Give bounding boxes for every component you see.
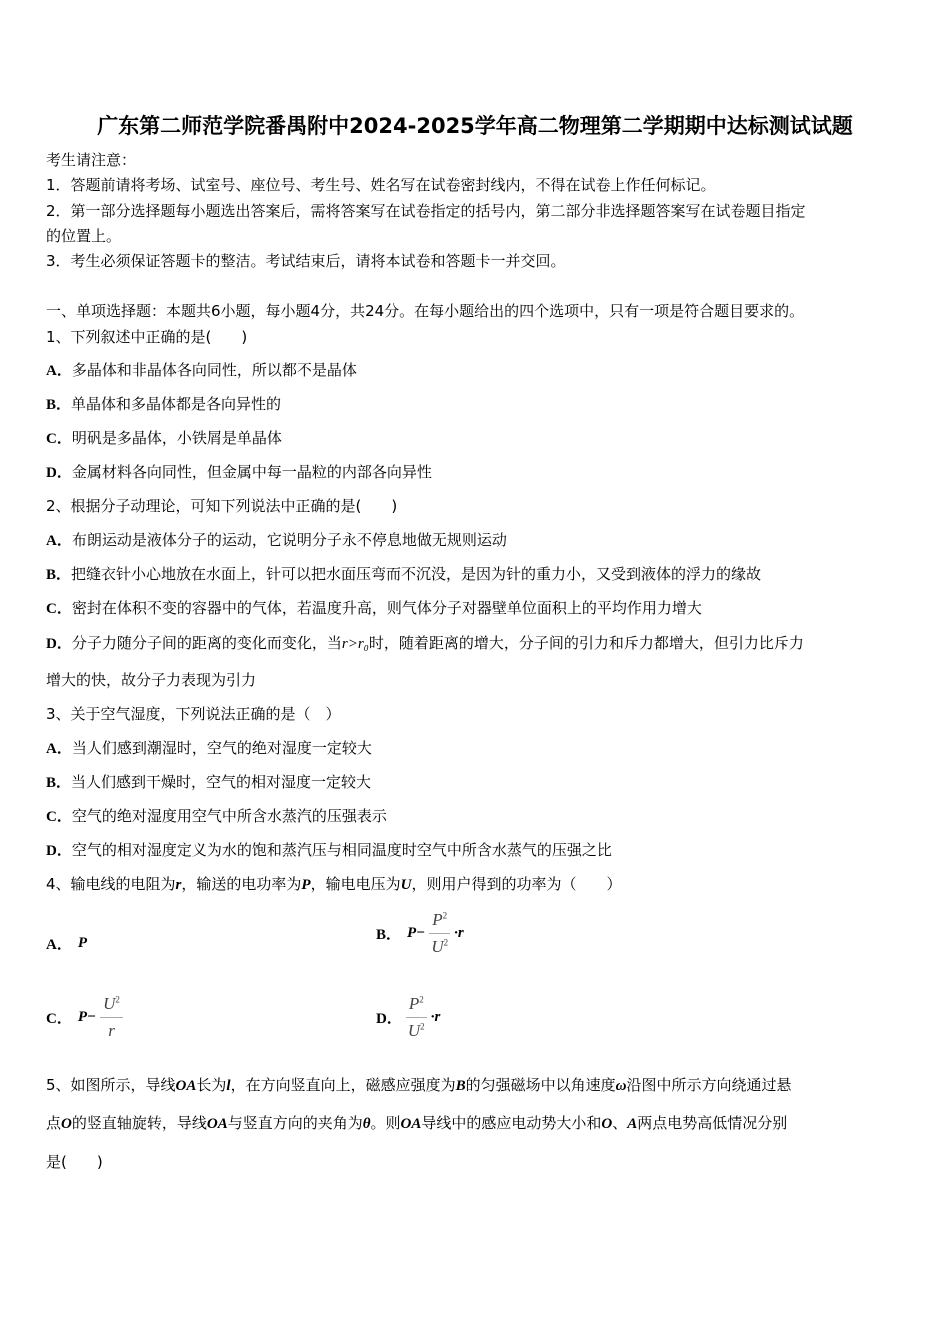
option-key: C．	[46, 1011, 72, 1027]
stem-text: 沿图中所示方向绕通过悬	[626, 1076, 792, 1094]
stem-text: 点	[46, 1114, 62, 1132]
math-var: r>r₀	[341, 636, 369, 652]
q2-option-d-cont: 增大的快，故分子力表现为引力	[46, 671, 257, 689]
question-5-line	[46, 1075, 792, 1096]
stem-text: 两点电势高低情况分别	[637, 1114, 788, 1132]
option-key: A．	[46, 363, 72, 379]
q1-option-a	[46, 360, 357, 381]
option-key: B．	[46, 567, 72, 583]
q3-option-b	[46, 772, 371, 793]
stem-text: ，输电电压为	[310, 875, 401, 893]
math-var: θ	[362, 1116, 371, 1132]
notice-item: 2．第一部分选择题每小题选出答案后，需将答案写在试卷指定的括号内，第二部分非选择题答案写在试卷题目指定	[46, 202, 806, 220]
fraction: $\frac{P^2}{U^2}$	[429, 910, 450, 957]
option-key: D．	[46, 465, 72, 481]
option-text: 密封在体积不变的容器中的气体，若温度升高，则气体分子对器壁单位面积上的平均作用力增大	[71, 599, 702, 617]
stem-text: 导线中的感应电动势大小和	[421, 1114, 602, 1132]
q2-option-d	[46, 633, 804, 654]
option-text: 多晶体和非晶体各向同性，所以都不是晶体	[71, 361, 357, 379]
option-key: C．	[46, 431, 72, 447]
notice-item: 的位置上。	[46, 227, 122, 245]
fraction: $\frac{U^2}{r}$	[100, 994, 123, 1041]
question-1-stem: 1、下列叙述中正确的是( )	[46, 328, 248, 346]
option-text: 当人们感到干燥时，空气的相对湿度一定较大	[71, 773, 372, 791]
option-key: A．	[46, 741, 72, 757]
math-var: OA	[206, 1116, 228, 1132]
stem-text: ，输送的电功率为	[181, 875, 302, 893]
math-var: O	[61, 1116, 72, 1132]
math-expr: P	[77, 935, 88, 951]
option-text: 空气的绝对湿度用空气中所含水蒸汽的压强表示	[71, 807, 387, 825]
question-3-stem: 3、关于空气湿度，下列说法正确的是（ ）	[46, 705, 341, 723]
question-5-line	[46, 1113, 787, 1134]
stem-text: 的匀强磁场中以角速度	[465, 1076, 616, 1094]
option-key: B．	[46, 775, 72, 791]
option-key: C．	[46, 601, 72, 617]
q2-option-a	[46, 530, 507, 551]
stem-text: 是( )	[46, 1153, 103, 1171]
stem-text: 与竖直方向的夹角为	[227, 1114, 363, 1132]
option-key: D．	[376, 1011, 402, 1027]
math-expr: P−	[407, 925, 426, 941]
option-text: 分子力随分子间的距离的变化而变化，当	[71, 634, 342, 652]
math-expr: ·r	[454, 925, 464, 941]
q4-option-a	[46, 933, 87, 954]
math-var: U	[400, 877, 412, 893]
option-key: A．	[46, 533, 72, 549]
q4-option-c	[46, 994, 127, 1041]
stem-text: 。则	[370, 1114, 401, 1132]
option-key: B．	[46, 397, 72, 413]
fraction: $\frac{P^2}{U^2}$	[406, 994, 427, 1041]
math-var: B	[455, 1078, 466, 1094]
q1-option-c	[46, 428, 282, 449]
stem-text: 5、如图所示，导线	[46, 1076, 176, 1094]
q2-option-c	[46, 598, 702, 619]
option-text: 明矾是多晶体，小铁屑是单晶体	[71, 429, 282, 447]
option-text: 时，随着距离的增大，分子间的引力和斥力都增大，但引力比斥力	[368, 634, 804, 652]
stem-text: ，则用户得到的功率为（ ）	[411, 875, 622, 893]
section-heading: 一、单项选择题：本题共6小题，每小题4分，共24分。在每小题给出的四个选项中，只有一项是符合题目要求的。	[46, 302, 805, 320]
stem-text: 、	[612, 1114, 628, 1132]
option-text: 空气的相对湿度定义为水的饱和蒸汽压与相同温度时空气中所含水蒸气的压强之比	[71, 841, 612, 859]
math-var: A	[627, 1116, 638, 1132]
q2-option-b	[46, 564, 761, 585]
option-text: 把缝衣针小心地放在水面上，针可以把水面压弯而不沉没，是因为针的重力小，又受到液体的浮力的缘故	[71, 565, 762, 583]
page-title: 广东第二师范学院番禺附中2024-2025学年高二物理第二学期期中达标测试试题	[97, 114, 853, 138]
option-text: 当人们感到潮湿时，空气的绝对湿度一定较大	[71, 739, 372, 757]
math-var: l	[226, 1078, 231, 1094]
option-key: D．	[46, 843, 72, 859]
math-var: O	[601, 1116, 613, 1132]
notice-item: 1．答题前请将考场、试室号、座位号、考生号、姓名写在试卷密封线内，不得在试卷上作任何标记。	[46, 176, 716, 194]
math-expr: P−	[77, 1009, 97, 1025]
math-var: P	[301, 877, 311, 893]
option-key: B．	[376, 927, 402, 943]
option-key: D．	[46, 636, 72, 652]
question-5-line	[46, 1152, 103, 1172]
q1-option-b	[46, 394, 281, 415]
q3-option-a	[46, 738, 372, 759]
stem-text: 长为	[196, 1076, 227, 1094]
math-var: OA	[400, 1116, 422, 1132]
q3-option-d	[46, 840, 612, 861]
question-2-stem: 2、根据分子动理论，可知下列说法中正确的是( )	[46, 497, 398, 515]
question-4-stem	[46, 874, 621, 895]
option-text: 单晶体和多晶体都是各向异性的	[71, 395, 282, 413]
option-text: 金属材料各向同性，但金属中每一晶粒的内部各向异性	[71, 463, 432, 481]
stem-text: 4、输电线的电阻为	[46, 875, 176, 893]
stem-text: 的竖直轴旋转，导线	[71, 1114, 207, 1132]
math-var: ω	[615, 1078, 627, 1094]
option-text: 布朗运动是液体分子的运动，它说明分子永不停息地做无规则运动	[71, 531, 507, 549]
q4-option-d	[376, 994, 440, 1041]
q1-option-d	[46, 462, 432, 483]
option-key: A．	[46, 937, 72, 953]
q4-option-b	[376, 910, 464, 957]
math-var: OA	[175, 1078, 197, 1094]
stem-text: ，在方向竖直向上，磁感应强度为	[230, 1076, 456, 1094]
notice-item: 3．考生必须保证答题卡的整洁。考试结束后，请将本试卷和答题卡一并交回。	[46, 252, 566, 270]
math-var: r	[175, 877, 182, 893]
math-expr: ·r	[430, 1009, 441, 1025]
option-key: C．	[46, 809, 72, 825]
q3-option-c	[46, 806, 387, 827]
notice-heading: 考生请注意：	[46, 151, 137, 169]
